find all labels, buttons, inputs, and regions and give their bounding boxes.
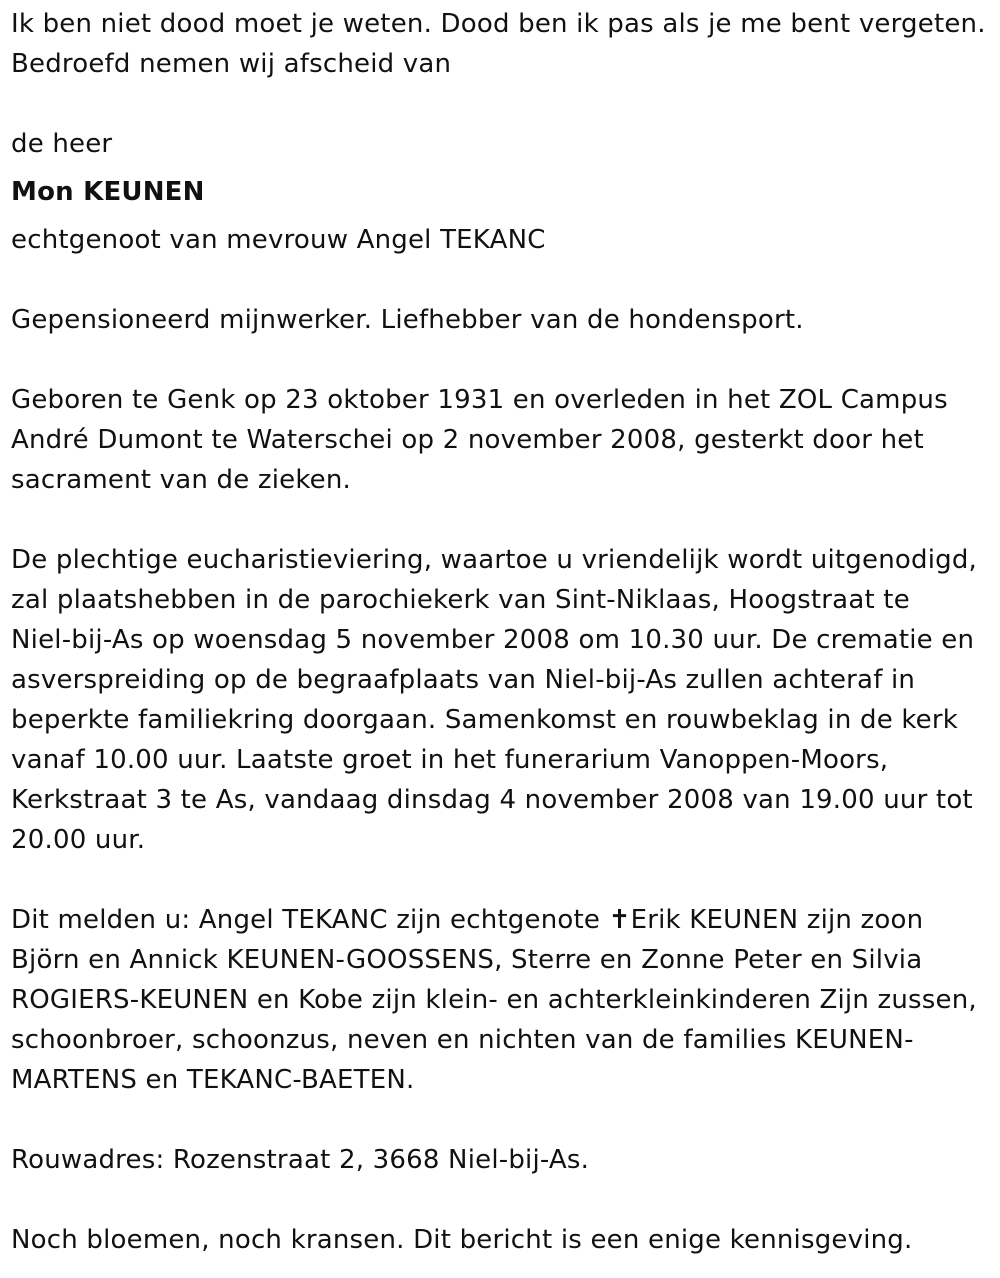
family-text: Dit melden u: Angel TEKANC zijn echtgenote — [11, 905, 609, 935]
ceremony-line: 20.00 uur. — [11, 825, 146, 855]
ceremony-line: beperkte familiekring doorgaan. Samenkomst en rouwbeklag in de kerk — [11, 705, 959, 735]
spacer — [11, 500, 993, 540]
birth-line: Geboren te Genk op 23 oktober 1931 en overleden in het ZOL Campus — [11, 385, 948, 415]
quote-line: Ik ben niet dood moet je weten. Dood ben ik pas als je me bent vergeten. — [11, 9, 986, 39]
deceased-name: Mon KEUNEN — [11, 177, 205, 207]
death-notice — [11, 4, 993, 1260]
family-line: MARTENS en TEKANC-BAETEN. — [11, 1065, 415, 1095]
ceremony-line: De plechtige eucharistieviering, waartoe u vriendelijk wordt uitgenodigd, — [11, 545, 977, 575]
ceremony-line: Kerkstraat 3 te As, vandaag dinsdag 4 november 2008 van 19.00 uur tot — [11, 785, 973, 815]
spouse-line: echtgenoot van mevrouw Angel TEKANC — [11, 225, 546, 255]
spacer — [11, 340, 993, 380]
ceremony-line: zal plaatshebben in de parochiekerk van Sint-Niklaas, Hoogstraat te — [11, 585, 910, 615]
birth-line: André Dumont te Waterschei op 2 november 2008, gesterkt door het — [11, 425, 924, 455]
intro-line: Bedroefd nemen wij afscheid van — [11, 49, 452, 79]
closing-line: Noch bloemen, noch kransen. Dit bericht is een enige kennisgeving. — [11, 1225, 913, 1255]
spacer — [11, 1180, 993, 1220]
family-line: ROGIERS-KEUNEN en Kobe zijn klein- en achterkleinkinderen Zijn zussen, — [11, 985, 977, 1015]
spacer — [11, 260, 993, 300]
family-line — [11, 900, 993, 940]
cross-icon: ✝ — [608, 905, 631, 935]
ceremony-line: vanaf 10.00 uur. Laatste groet in het funerarium Vanoppen-Moors, — [11, 745, 889, 775]
ceremony-line: asverspreiding op de begraafplaats van Niel-bij-As zullen achteraf in — [11, 665, 916, 695]
spacer — [11, 860, 993, 900]
title-line: de heer — [11, 129, 113, 159]
family-text: Erik KEUNEN zijn zoon — [630, 905, 924, 935]
spacer — [11, 1100, 993, 1140]
spacer — [11, 84, 993, 124]
ceremony-paragraph — [11, 540, 993, 860]
family-line: schoonbroer, schoonzus, neven en nichten van de families KEUNEN- — [11, 1025, 914, 1055]
family-line: Björn en Annick KEUNEN-GOOSSENS, Sterre en Zonne Peter en Silvia — [11, 945, 923, 975]
ceremony-line: Niel-bij-As op woensdag 5 november 2008 om 10.30 uur. De crematie en — [11, 625, 975, 655]
family-paragraph — [11, 900, 993, 1100]
address-line: Rouwadres: Rozenstraat 2, 3668 Niel-bij-As. — [11, 1145, 590, 1175]
birth-line: sacrament van de zieken. — [11, 465, 352, 495]
birth-paragraph — [11, 380, 993, 500]
description-line: Gepensioneerd mijnwerker. Liefhebber van de hondensport. — [11, 305, 804, 335]
